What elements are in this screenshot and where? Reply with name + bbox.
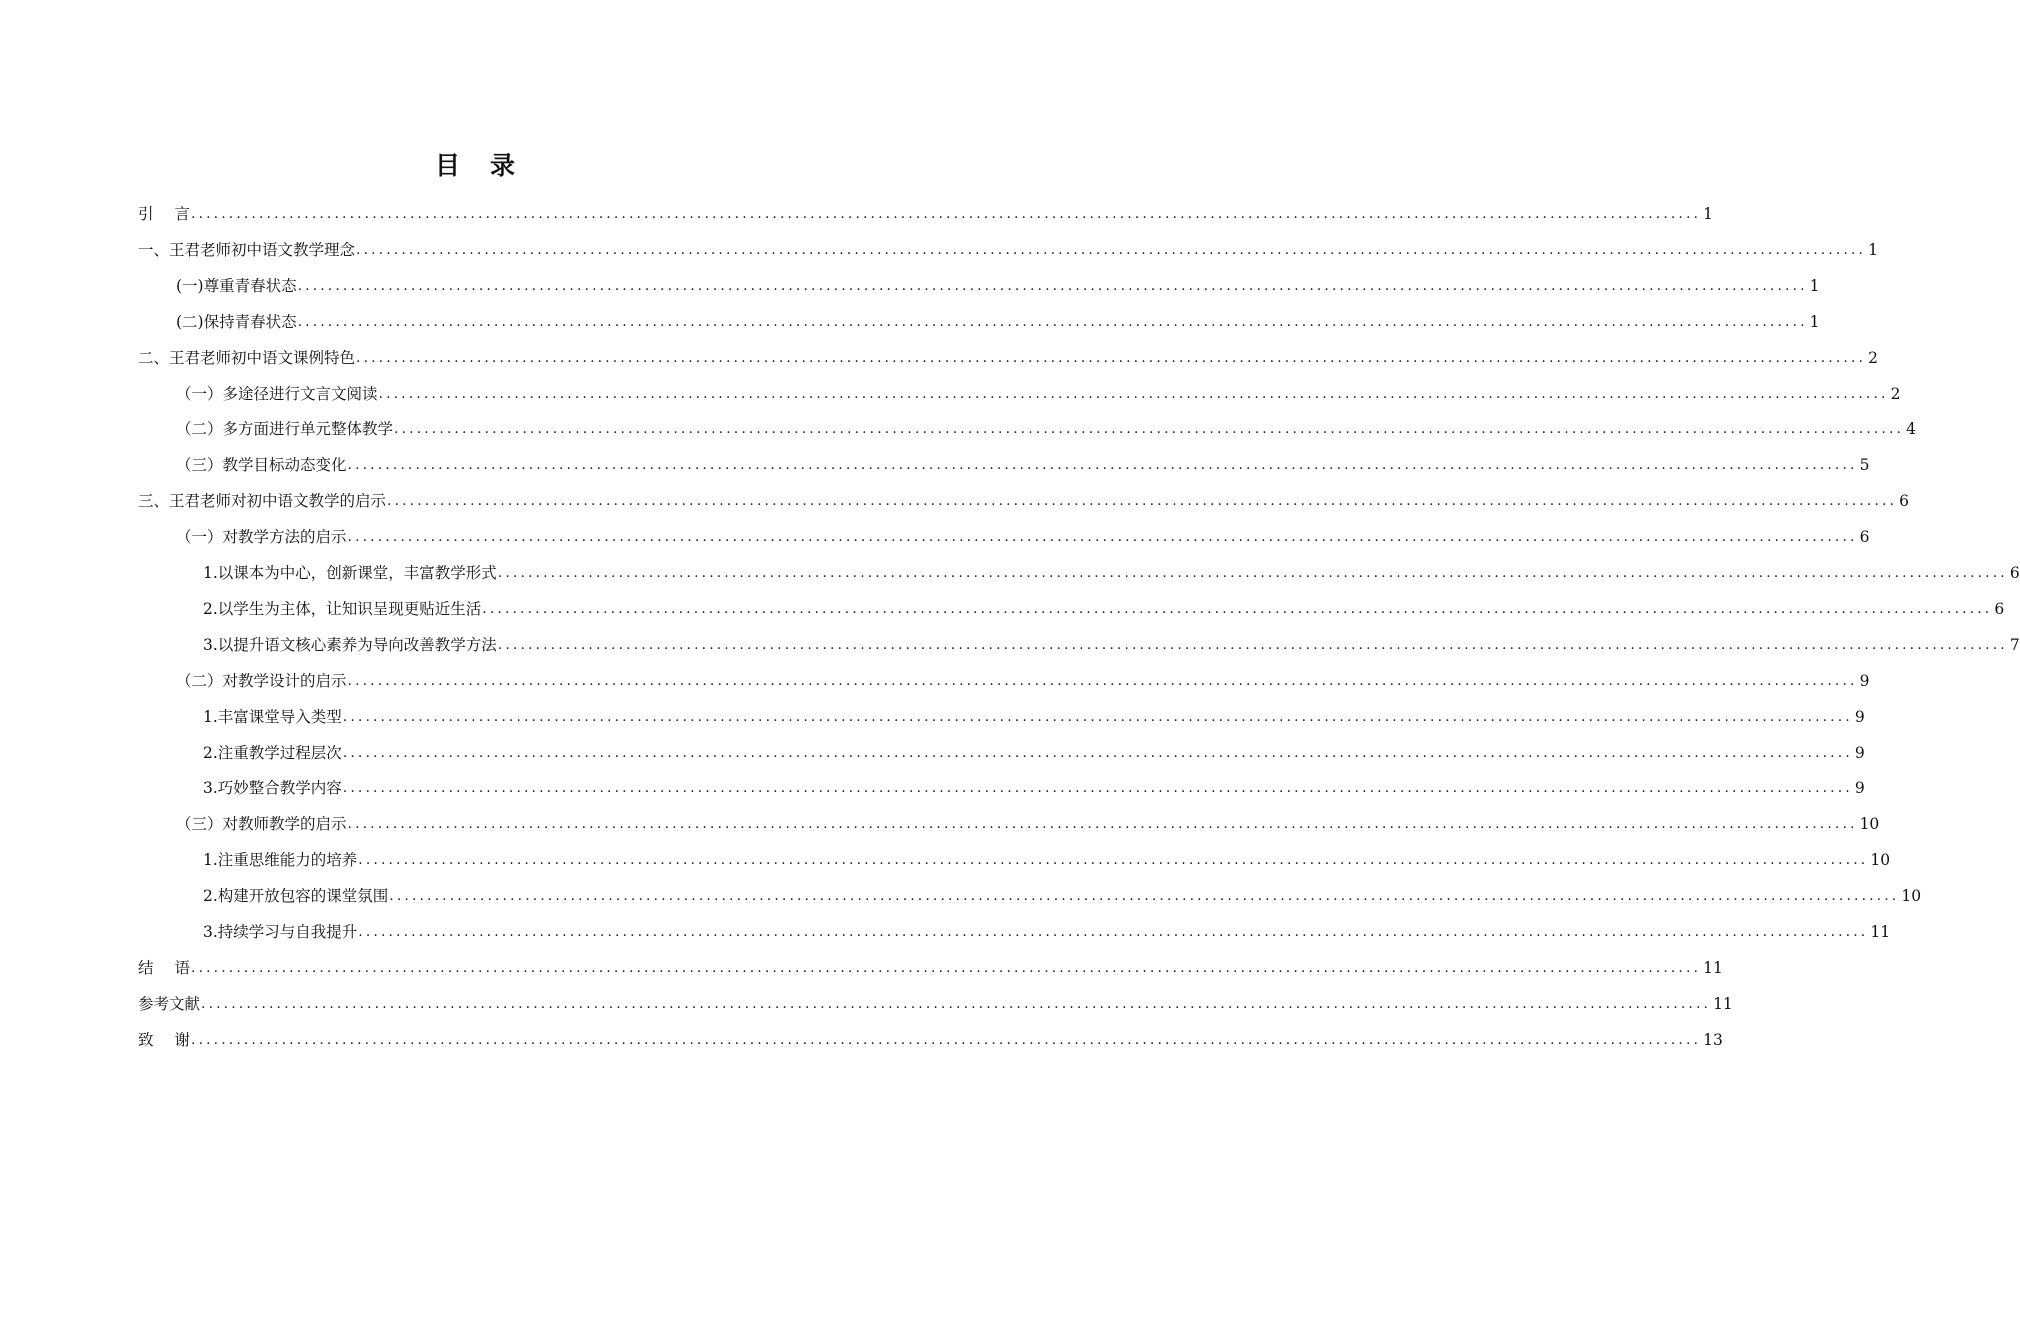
toc-entry-page-number: 9 bbox=[1854, 707, 1865, 726]
toc-leader-dots: ........................................................................................................................................................................................................ bbox=[347, 457, 1858, 474]
toc-entry-label: 2.构建开放包容的课堂氛围 bbox=[203, 887, 389, 906]
toc-entry-label: 三、王君老师对初中语文教学的启示 bbox=[138, 492, 387, 511]
toc-leader-dots: ........................................................................................................................................................................................................ bbox=[358, 924, 1869, 940]
toc-entry[interactable] bbox=[0, 627, 2020, 663]
toc-leader-dots: ........................................................................................................................................................................................................ bbox=[342, 744, 1853, 761]
toc-entry-page-number: 1 bbox=[1703, 205, 1713, 223]
toc-entry-page-number: 10 bbox=[1859, 815, 1880, 834]
toc-entry-label: （三）对教师教学的启示 bbox=[176, 815, 347, 834]
toc-entry[interactable] bbox=[0, 806, 1880, 842]
toc-leader-dots: ........................................................................................................................................................................................................ bbox=[378, 385, 1889, 402]
toc-entry-label: （一）对教学方法的启示 bbox=[176, 528, 347, 547]
toc-entry-label: 二、王君老师初中语文课例特色 bbox=[138, 348, 356, 367]
toc-entry[interactable] bbox=[0, 376, 1901, 412]
toc-entry[interactable] bbox=[0, 878, 1922, 914]
toc-leader-dots: ........................................................................................................................................................................................................ bbox=[191, 206, 1702, 222]
toc-entry-label: 2.以学生为主体，让知识呈现更贴近生活 bbox=[203, 599, 482, 618]
toc-entry-label: 3.巧妙整合教学内容 bbox=[203, 779, 342, 798]
toc-entry-page-number: 9 bbox=[1854, 779, 1865, 798]
toc-entry[interactable] bbox=[0, 483, 1909, 519]
toc-entry-label: 1.丰富课堂导入类型 bbox=[203, 707, 342, 726]
toc-entry[interactable] bbox=[0, 447, 1870, 483]
toc-leader-dots: ........................................................................................................................................................................................................ bbox=[342, 780, 1853, 797]
toc-entry-page-number: 6 bbox=[2009, 564, 2020, 582]
toc-leader-dots: ........................................................................................................................................................................................................ bbox=[389, 888, 1900, 905]
toc-entry[interactable] bbox=[0, 411, 1916, 447]
toc-entry[interactable] bbox=[0, 914, 1891, 950]
toc-leader-dots: ........................................................................................................................................................................................................ bbox=[347, 816, 1858, 833]
toc-entry-label: 一、王君老师初中语文教学理念 bbox=[138, 240, 356, 259]
toc-entry-label: (一)尊重青春状态 bbox=[176, 276, 297, 295]
toc-entry-page-number: 10 bbox=[1870, 851, 1891, 870]
toc-entry-page-number: 13 bbox=[1703, 1030, 1723, 1049]
toc-entry-label: （二）对教学设计的启示 bbox=[176, 671, 347, 690]
toc-leader-dots: ........................................................................................................................................................................................................ bbox=[356, 349, 1867, 366]
toc-entry-page-number: 1 bbox=[1868, 240, 1878, 259]
toc-entry-page-number: 9 bbox=[1854, 743, 1865, 762]
toc-entry[interactable] bbox=[0, 268, 1820, 304]
toc-entry[interactable] bbox=[0, 986, 1733, 1022]
toc-entry-page-number: 1 bbox=[1809, 312, 1820, 331]
toc-leader-dots: ........................................................................................................................................................................................................ bbox=[191, 1031, 1702, 1048]
toc-entry-label: （一）多途径进行文言文阅读 bbox=[176, 384, 378, 403]
toc-leader-dots: ........................................................................................................................................................................................................ bbox=[497, 565, 2008, 581]
toc-entry-page-number: 7 bbox=[2009, 635, 2020, 654]
toc-leader-dots: ........................................................................................................................................................................................................ bbox=[201, 995, 1712, 1012]
toc-leader-dots: ........................................................................................................................................................................................................ bbox=[387, 493, 1898, 510]
toc-entry[interactable] bbox=[0, 1022, 1723, 1058]
toc-entry-page-number: 6 bbox=[1859, 528, 1870, 547]
toc-entry-label: 参考文献 bbox=[138, 994, 201, 1013]
toc-leader-dots: ........................................................................................................................................................................................................ bbox=[191, 959, 1702, 976]
toc-entry[interactable] bbox=[0, 555, 2020, 591]
toc-entry-page-number: 1 bbox=[1809, 276, 1820, 295]
toc-leader-dots: ........................................................................................................................................................................................................ bbox=[394, 421, 1905, 438]
toc-entry[interactable] bbox=[0, 519, 1870, 555]
toc-leader-dots: ........................................................................................................................................................................................................ bbox=[356, 241, 1867, 258]
toc-entry-page-number: 11 bbox=[1870, 923, 1891, 941]
toc-entry[interactable] bbox=[0, 950, 1723, 986]
toc-entry-page-number: 6 bbox=[1899, 492, 1909, 511]
toc-entry[interactable] bbox=[0, 340, 1878, 376]
toc-entry-label: 1.注重思维能力的培养 bbox=[203, 851, 358, 870]
toc-entry-label: 2.注重教学过程层次 bbox=[203, 743, 342, 762]
toc-entry-page-number: 11 bbox=[1703, 958, 1723, 977]
toc-entry-label: 结 语 bbox=[138, 958, 191, 977]
toc-entry-page-number: 9 bbox=[1859, 671, 1870, 690]
toc-entry-page-number: 10 bbox=[1901, 887, 1922, 906]
toc-entry-page-number: 5 bbox=[1859, 456, 1870, 475]
toc-entry-label: （三）教学目标动态变化 bbox=[176, 456, 347, 475]
toc-entry-page-number: 6 bbox=[1994, 599, 2005, 618]
toc-entry-label: (二)保持青春状态 bbox=[176, 312, 297, 331]
toc-title bbox=[0, 146, 950, 182]
toc-leader-dots: ........................................................................................................................................................................................................ bbox=[497, 636, 2008, 653]
toc-leader-dots: ........................................................................................................................................................................................................ bbox=[297, 313, 1808, 330]
toc-entry-label: 引 言 bbox=[138, 205, 191, 223]
toc-entry[interactable] bbox=[0, 735, 1865, 771]
toc-entry-label: 致 谢 bbox=[138, 1030, 191, 1049]
toc-entry-label: 3.持续学习与自我提升 bbox=[203, 923, 358, 941]
toc-entry[interactable] bbox=[0, 196, 1713, 232]
toc-entry[interactable] bbox=[0, 663, 1870, 699]
toc-leader-dots: ........................................................................................................................................................................................................ bbox=[347, 672, 1858, 689]
toc-entry-label: （二）多方面进行单元整体教学 bbox=[176, 420, 394, 439]
toc-entry[interactable] bbox=[0, 842, 1891, 878]
toc-entry[interactable] bbox=[0, 232, 1878, 268]
toc-entry-label: 1.以课本为中心，创新课堂，丰富教学形式 bbox=[203, 564, 497, 582]
toc-entry[interactable] bbox=[0, 770, 1865, 806]
toc-entry[interactable] bbox=[0, 304, 1820, 340]
toc-entry-page-number: 2 bbox=[1890, 384, 1901, 403]
toc-leader-dots: ........................................................................................................................................................................................................ bbox=[297, 277, 1808, 294]
toc-leader-dots: ........................................................................................................................................................................................................ bbox=[342, 708, 1853, 725]
toc-leader-dots: ........................................................................................................................................................................................................ bbox=[358, 852, 1869, 869]
toc-entry[interactable] bbox=[0, 591, 2005, 627]
toc-entry-page-number: 11 bbox=[1713, 994, 1733, 1013]
toc-entry[interactable] bbox=[0, 699, 1865, 735]
toc-entry-page-number: 4 bbox=[1906, 420, 1916, 439]
toc-entry-label: 3.以提升语文核心素养为导向改善教学方法 bbox=[203, 635, 497, 654]
toc-leader-dots: ........................................................................................................................................................................................................ bbox=[347, 529, 1858, 546]
toc-leader-dots: ........................................................................................................................................................................................................ bbox=[482, 600, 1993, 617]
toc-title-text: 目 录 bbox=[434, 151, 516, 180]
toc-entry-page-number: 2 bbox=[1868, 348, 1878, 367]
